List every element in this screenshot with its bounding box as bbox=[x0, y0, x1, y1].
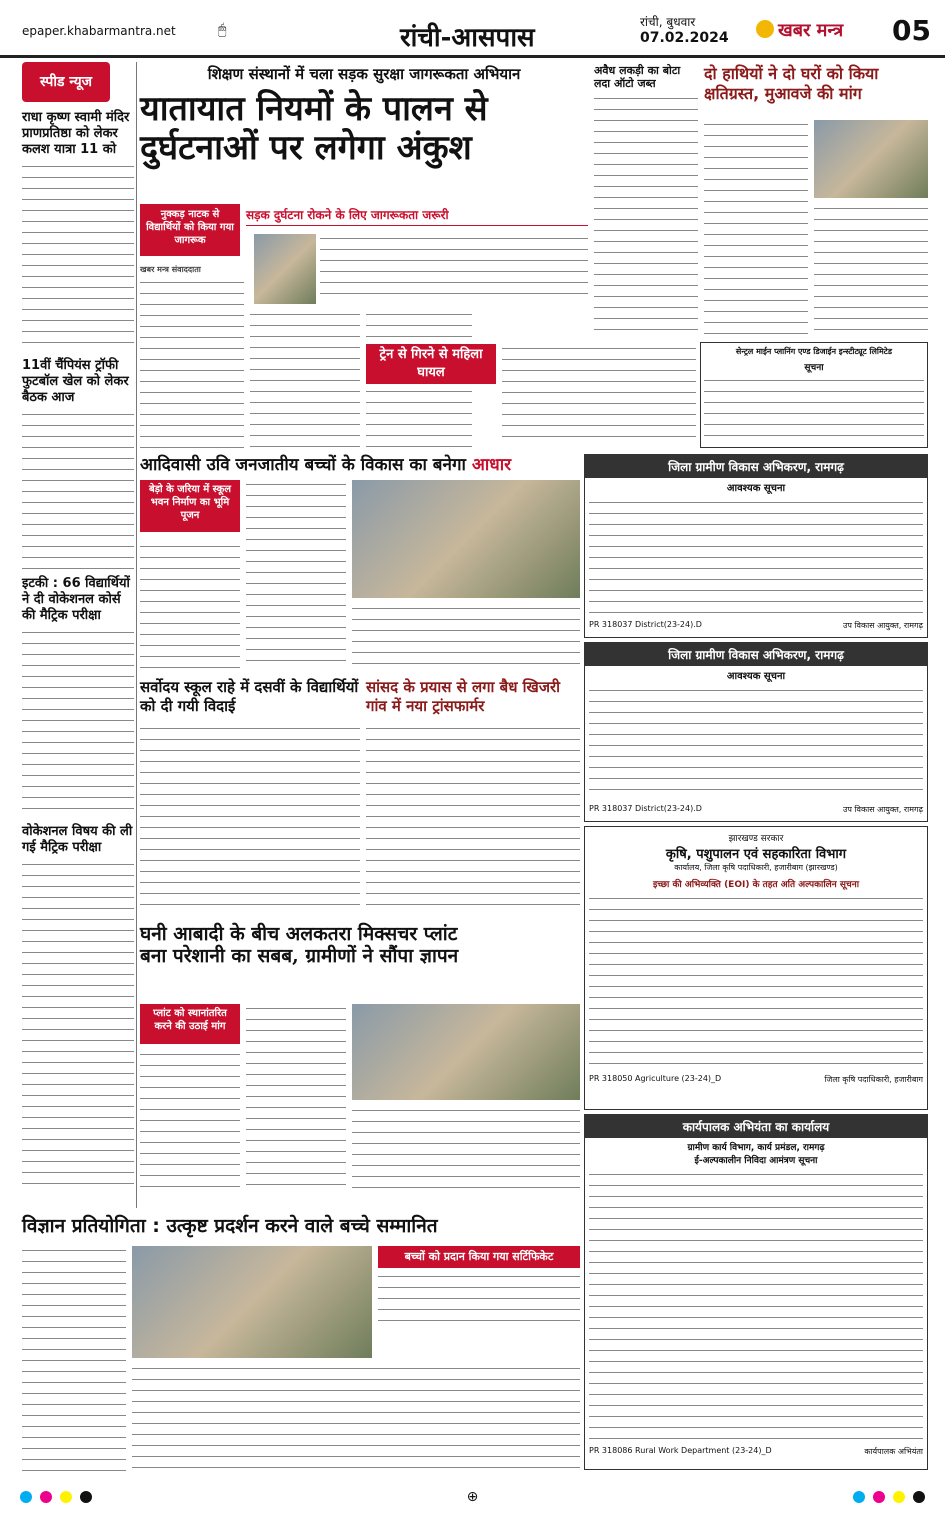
speed-news-column bbox=[22, 62, 134, 1302]
farewell-body bbox=[140, 724, 360, 908]
plant-headline-2: बना परेशानी का सबब, ग्रामीणों ने सौंपा ज्ञापन bbox=[140, 944, 459, 967]
ad-ref: PR 318037 District(23-24).D bbox=[589, 804, 702, 813]
tribal-headline bbox=[140, 452, 580, 475]
ad-sign: कार्यपालक अभियंता bbox=[864, 1447, 923, 1456]
ad-ref: PR 318050 Agriculture (23-24)_D bbox=[589, 1074, 722, 1083]
brief-headline: इटकी : 66 विद्यार्थियों ने दी वोकेशनल कोर्स की मैट्रिक परीक्षा bbox=[22, 576, 130, 623]
science-headline: विज्ञान प्रतियोगिता : उत्कृष्ट प्रदर्शन करने वाले बच्चे सम्मानित bbox=[22, 1215, 438, 1237]
ad-title: सेन्ट्रल माईन प्लानिंग एण्ड डिजाईन इन्स्टीट्यूट लिमिटेड bbox=[735, 347, 893, 356]
ad-title: जिला ग्रामीण विकास अभिकरण, रामगढ़ bbox=[585, 455, 927, 478]
rural-development-ad-1 bbox=[584, 454, 928, 638]
science-body bbox=[22, 1246, 126, 1474]
train-body bbox=[502, 344, 696, 440]
farewell-headline: सर्वोदय स्कूल राहे में दसवीं के विद्यार्थियों को दी गयी विदाई bbox=[140, 678, 359, 715]
tribal-body bbox=[246, 480, 346, 670]
elephant-story bbox=[704, 64, 928, 334]
plant-headline-1: घनी आबादी के बीच अलकतरा मिक्सचर प्लांट bbox=[140, 923, 458, 945]
brief-body bbox=[22, 628, 134, 818]
brief-body bbox=[22, 162, 134, 352]
site-url[interactable]: epaper.khabarmantra.net bbox=[22, 24, 176, 38]
elephant-body bbox=[704, 120, 808, 334]
brief-headline: वोकेशनल विषय की ली गई मैट्रिक परीक्षा bbox=[22, 824, 133, 855]
train-story bbox=[366, 344, 696, 444]
asphalt-plant-story bbox=[140, 924, 580, 1194]
lead-subhead: सड़क दुर्घटना रोकने के लिए जागरूकता जरूरी bbox=[246, 206, 588, 226]
lead-body bbox=[250, 310, 360, 450]
ad-body bbox=[704, 376, 924, 442]
ad-body bbox=[589, 498, 923, 616]
ad-notice: इच्छा की अभिव्यक्ति (EOI) के तहत अति अल्पकालिन सूचना bbox=[652, 880, 860, 890]
ashoka-brief bbox=[594, 64, 698, 324]
institute-ad bbox=[700, 342, 928, 448]
ad-subtitle: आवश्यक सूचना bbox=[726, 671, 786, 682]
column-divider bbox=[136, 62, 137, 1208]
rural-works-tender-ad bbox=[584, 1114, 928, 1470]
brief-body bbox=[22, 860, 134, 1190]
lead-intro-body bbox=[320, 234, 588, 304]
brief-body bbox=[22, 410, 134, 570]
date-label: 07.02.2024 bbox=[640, 30, 729, 46]
plant-side-label: प्लांट को स्थानांतरित करने की उठाई मांग bbox=[140, 1004, 240, 1044]
tribal-headline-text: आदिवासी उवि जनजातीय बच्चों के विकास का बनेगा bbox=[140, 455, 466, 475]
ad-sign: उप विकास आयुक्त, रामगढ़ bbox=[842, 805, 923, 814]
lead-headline-2: दुर्घटनाओं पर लगेगा अंकुश bbox=[140, 128, 472, 169]
ad-title: कृषि, पशुपालन एवं सहकारिता विभाग bbox=[665, 847, 847, 862]
transformer-headline: सांसद के प्रयास से लगा बैध खिजरी गांव में नया ट्रांसफार्मर bbox=[366, 678, 560, 715]
lead-byline: खबर मन्त्र संवाददाता bbox=[140, 265, 201, 274]
ad-ref: PR 318037 District(23-24).D bbox=[589, 620, 702, 629]
edition-title: रांची-आसपास bbox=[400, 23, 535, 53]
ad-notice: ई-अल्पकालीन निविदा आमंत्रण सूचना bbox=[694, 1156, 818, 1166]
day-label: रांची, बुधवार bbox=[640, 15, 696, 29]
tribal-body bbox=[140, 542, 240, 670]
ad-subtitle: ग्रामीण कार्य विभाग, कार्य प्रमंडल, रामगढ़ bbox=[687, 1143, 825, 1153]
page-number: 05 bbox=[892, 14, 931, 47]
brief-headline: अवैध लकड़ी का बोटा लदा ऑटो जब्त bbox=[594, 64, 681, 90]
ad-title: कार्यपालक अभियंता का कार्यालय bbox=[585, 1115, 927, 1138]
damaged-house-photo bbox=[814, 120, 928, 198]
lead-strap: शिक्षण संस्थानों में चला सड़क सुरक्षा जागरूकता अभियान bbox=[207, 65, 521, 83]
brief-headline: राधा कृष्ण स्वामी मंदिर प्राणप्रतिष्ठा को लेकर कलश यात्रा 11 को bbox=[22, 110, 130, 157]
plant-photo bbox=[352, 1004, 580, 1100]
brief-body bbox=[594, 94, 698, 330]
lead-side-label: नुक्कड़ नाटक से विद्यार्थियों को किया गया जागरूक bbox=[140, 204, 240, 256]
science-body bbox=[132, 1364, 580, 1474]
cursor-icon: 🖱 bbox=[218, 22, 227, 38]
plant-body bbox=[246, 1004, 346, 1190]
crosshair-icon: ⊕ bbox=[466, 1489, 479, 1505]
ad-body bbox=[589, 894, 923, 1070]
elephant-body bbox=[814, 204, 928, 334]
plant-body bbox=[140, 1050, 240, 1190]
rural-development-ad-2 bbox=[584, 642, 928, 822]
photo-caption bbox=[352, 604, 580, 670]
train-headline: ट्रेन से गिरने से महिला घायल bbox=[366, 344, 496, 384]
ad-sign: उप विकास आयुक्त, रामगढ़ bbox=[842, 621, 923, 630]
lead-headline-1: यातायात नियमों के पालन से bbox=[140, 89, 488, 129]
brand-name: खबर मन्त्र bbox=[778, 20, 844, 41]
masthead bbox=[0, 0, 945, 58]
brief-headline: 11वीं चैंपियंस ट्रॉफी फुटबॉल खेल को लेकर बैठक आज bbox=[22, 358, 129, 405]
transformer-story bbox=[366, 678, 580, 918]
lead-body bbox=[140, 278, 244, 450]
science-side-label: बच्चों को प्रदान किया गया सर्टिफिकेट bbox=[378, 1246, 580, 1268]
ad-office: कार्यालय, जिला कृषि पदाधिकारी, हजारीबाग (झारखण्ड) bbox=[674, 863, 838, 872]
brand-logo-icon bbox=[756, 20, 774, 38]
science-intro bbox=[378, 1272, 580, 1328]
tribal-side-label: बेड़ो के जरिया में स्कूल भवन निर्माण का भूमि पूजन bbox=[140, 480, 240, 532]
speed-news-logo: स्पीड न्यूज bbox=[22, 62, 110, 102]
plant-body bbox=[352, 1106, 580, 1190]
ad-ref: PR 318086 Rural Work Department (23-24)_D bbox=[589, 1446, 772, 1455]
ad-body bbox=[589, 1170, 923, 1442]
tribal-headline-em: आधार bbox=[471, 455, 512, 475]
ad-govt: झारखण्ड सरकार bbox=[728, 834, 784, 844]
print-registration-marks bbox=[20, 1488, 925, 1506]
farewell-story bbox=[140, 678, 360, 918]
agriculture-eoi-ad bbox=[584, 826, 928, 1110]
ad-title: जिला ग्रामीण विकास अभिकरण, रामगढ़ bbox=[585, 643, 927, 666]
person-photo bbox=[254, 234, 316, 304]
ad-body bbox=[589, 686, 923, 800]
students-photo bbox=[132, 1246, 372, 1358]
transformer-body bbox=[366, 724, 580, 908]
science-competition-story bbox=[22, 1212, 580, 1476]
ad-subtitle: सूचना bbox=[804, 363, 824, 373]
elephant-headline: दो हाथियों ने दो घरों को किया क्षतिग्रस्त, मुआवजे की मांग bbox=[704, 64, 879, 103]
dateline bbox=[640, 14, 729, 46]
tribal-school-story bbox=[140, 452, 580, 672]
ad-subtitle: आवश्यक सूचना bbox=[726, 483, 786, 494]
ad-sign: जिला कृषि पदाधिकारी, हजारीबाग bbox=[824, 1075, 923, 1084]
bhumi-pujan-photo bbox=[352, 480, 580, 598]
